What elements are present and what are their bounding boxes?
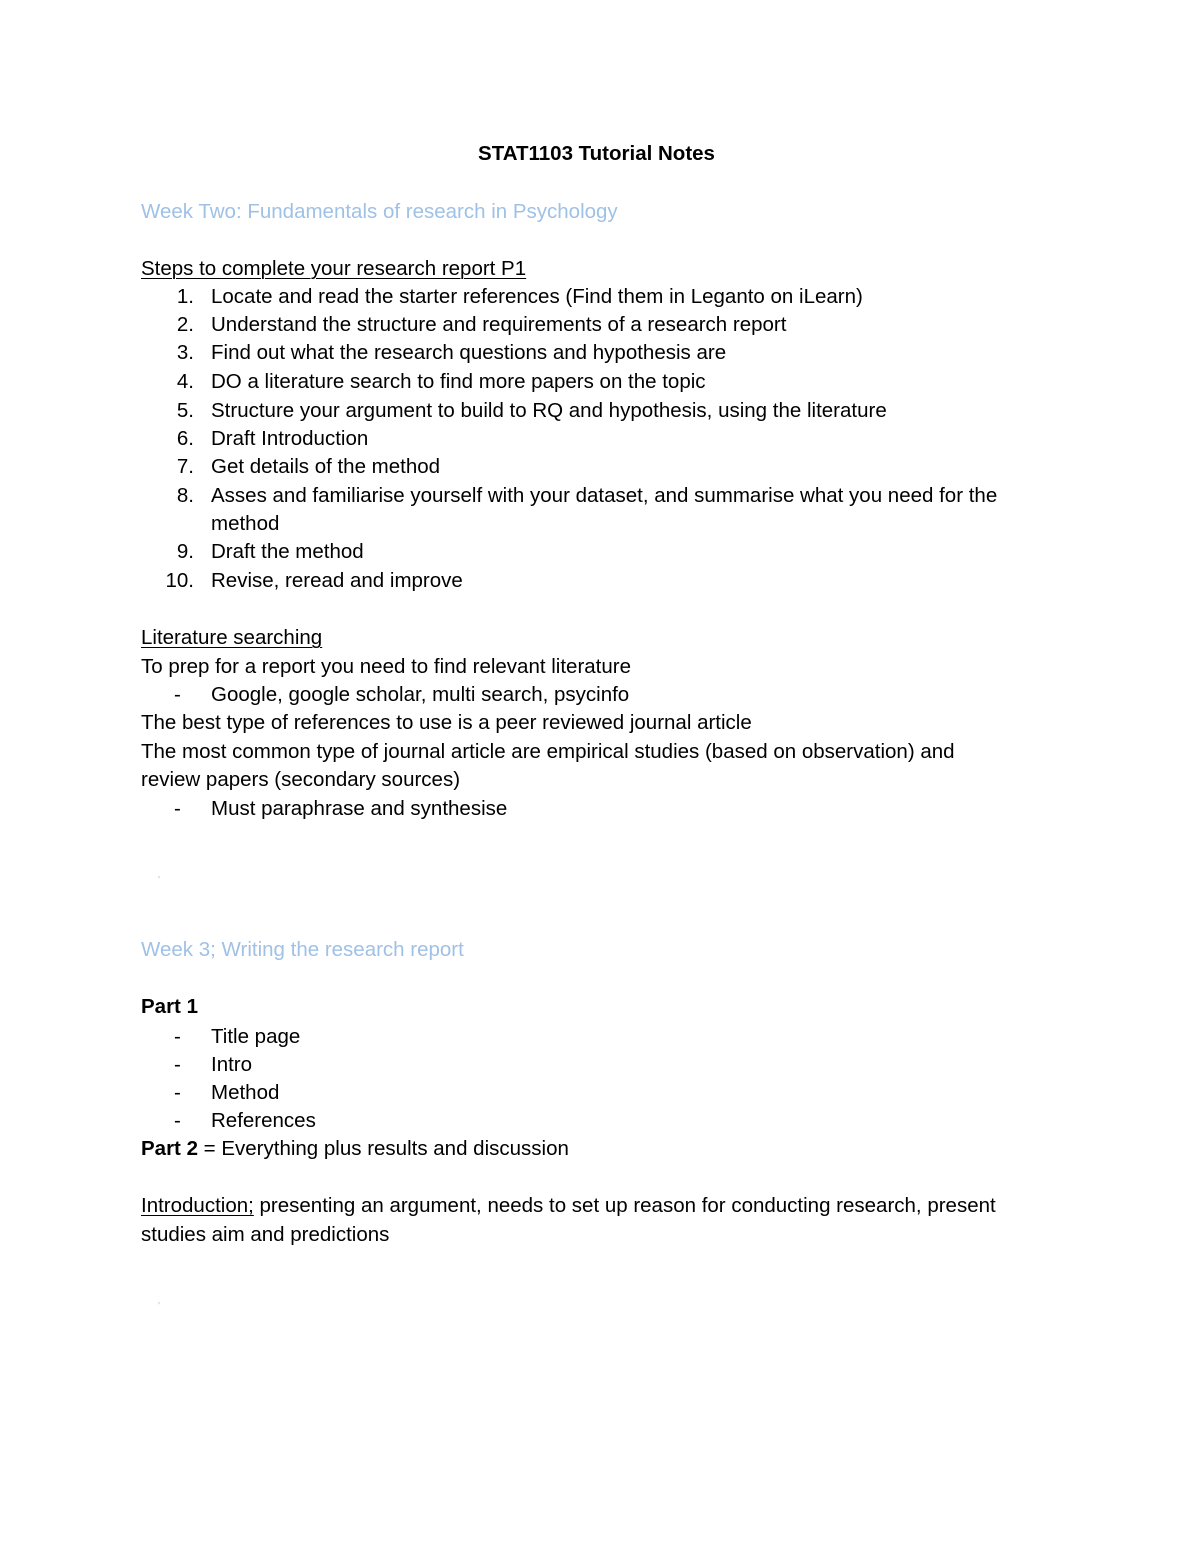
list-text: Revise, reread and improve <box>211 569 463 592</box>
list-text: DO a literature search to find more papers on the topic <box>211 370 706 393</box>
bullet-text: Intro <box>211 1053 253 1076</box>
part2-line <box>141 1137 569 1161</box>
list-number: 3. <box>176 341 194 364</box>
list-text: Get details of the method <box>211 455 441 478</box>
list-number: 7. <box>176 455 194 478</box>
introduction-line <box>141 1194 996 1218</box>
dash-bullet: - <box>174 1025 181 1048</box>
list-number: 4. <box>176 370 194 393</box>
introduction-text: presenting an argument, needs to set up reason for conducting research, present <box>253 1194 996 1217</box>
list-number: 9. <box>176 540 194 563</box>
paragraph: The best type of references to use is a peer reviewed journal article <box>141 711 752 734</box>
bullet-text: References <box>211 1109 316 1132</box>
list-number: 6. <box>176 427 194 450</box>
part2-label: Part 2 <box>141 1137 198 1160</box>
list-number: 2. <box>176 313 194 336</box>
bullet-text: Must paraphrase and synthesise <box>211 797 508 820</box>
part1-label: Part 1 <box>141 995 198 1018</box>
part2-text: = Everything plus results and discussion <box>197 1137 569 1160</box>
list-number: 8. <box>176 484 194 507</box>
paragraph: To prep for a report you need to find relevant literature <box>141 655 632 678</box>
stray-mark: ' <box>158 1301 160 1312</box>
list-text: Locate and read the starter references (Find them in Leganto on iLearn) <box>211 285 863 308</box>
introduction-continuation: studies aim and predictions <box>141 1223 390 1246</box>
list-text: Understand the structure and requirements of a research report <box>211 313 787 336</box>
list-text: Draft Introduction <box>211 427 369 450</box>
list-number: 10. <box>165 569 194 592</box>
list-text: Asses and familiarise yourself with your dataset, and summarise what you need for the <box>211 484 998 507</box>
list-text: Find out what the research questions and hypothesis are <box>211 341 727 364</box>
steps-heading: Steps to complete your research report P1 <box>141 257 527 280</box>
paragraph: The most common type of journal article are empirical studies (based on observation) and <box>141 740 955 763</box>
dash-bullet: - <box>174 1053 181 1076</box>
list-number: 5. <box>176 399 194 422</box>
page-title: STAT1103 Tutorial Notes <box>478 142 715 165</box>
bullet-text: Title page <box>211 1025 301 1048</box>
bullet-text: Google, google scholar, multi search, psycinfo <box>211 683 630 706</box>
literature-heading: Literature searching <box>141 626 323 649</box>
paragraph-continuation: review papers (secondary sources) <box>141 768 461 791</box>
dash-bullet: - <box>174 797 181 820</box>
introduction-label: Introduction; <box>141 1194 254 1217</box>
list-text: Draft the method <box>211 540 364 563</box>
week-three-heading: Week 3; Writing the research report <box>141 938 464 961</box>
dash-bullet: - <box>174 683 181 706</box>
stray-mark: ' <box>158 875 160 886</box>
dash-bullet: - <box>174 1109 181 1132</box>
week-two-heading: Week Two: Fundamentals of research in Psychology <box>141 200 618 223</box>
list-number: 1. <box>176 285 194 308</box>
dash-bullet: - <box>174 1081 181 1104</box>
list-text-continuation: method <box>211 512 280 535</box>
bullet-text: Method <box>211 1081 280 1104</box>
list-text: Structure your argument to build to RQ and hypothesis, using the literature <box>211 399 887 422</box>
